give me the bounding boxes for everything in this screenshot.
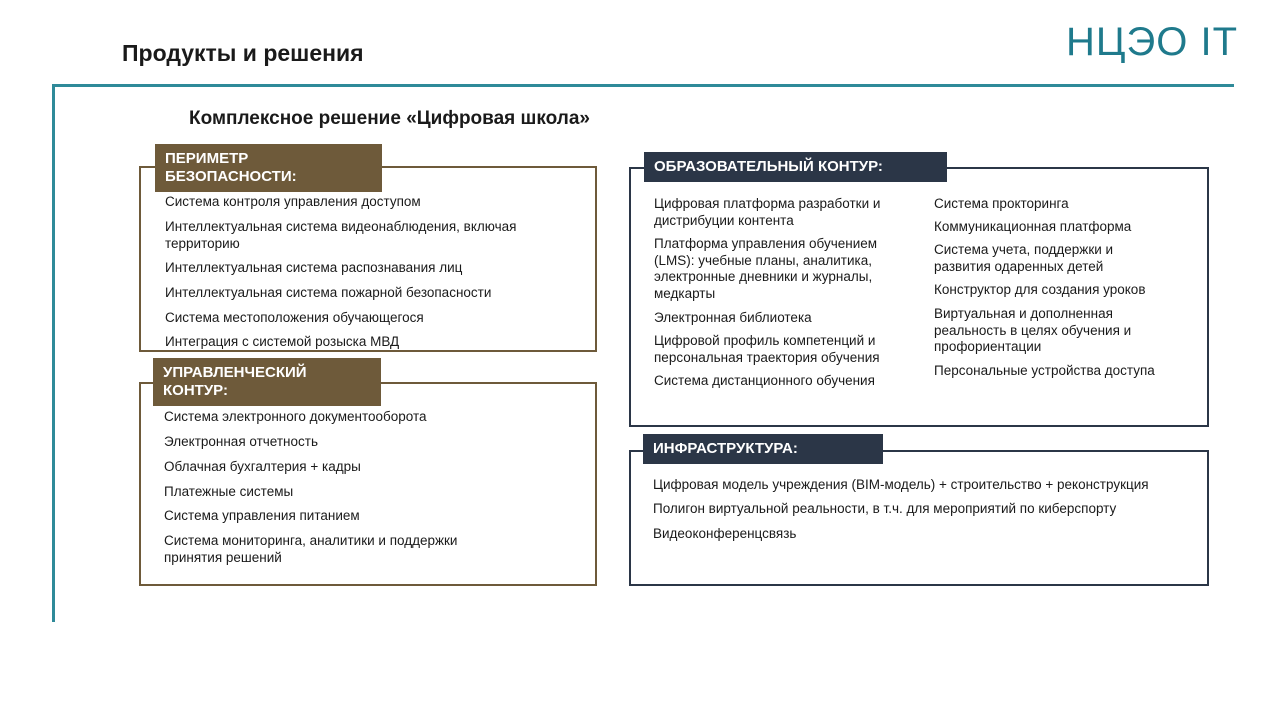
security-tab: ПЕРИМЕТР БЕЗОПАСНОСТИ: <box>155 144 382 192</box>
list-item: Система электронного документооборота <box>164 409 427 424</box>
list-item: Система мониторинга, аналитики и поддержки принятия решений <box>164 533 458 565</box>
list-item: Персональные устройства доступа <box>934 363 1155 378</box>
list-item: Интеграция с системой розыска МВД <box>165 334 400 349</box>
list-item: Конструктор для создания уроков <box>934 282 1146 297</box>
list-item: Система дистанционного обучения <box>654 373 875 388</box>
list-item: Интеллектуальная система видеонаблюдения, включая территорию <box>165 219 517 251</box>
logo: НЦЭО IT <box>1066 20 1238 64</box>
list-item: Электронная отчетность <box>164 434 318 449</box>
list-item: Цифровая платформа разработки и дистрибуции контента <box>654 196 881 228</box>
left-divider <box>52 84 55 622</box>
list-item: Облачная бухгалтерия + кадры <box>164 459 361 474</box>
header-divider <box>54 84 1234 87</box>
list-item: Электронная библиотека <box>654 310 812 325</box>
management-tab: УПРАВЛЕНЧЕСКИЙ КОНТУР: <box>153 358 381 406</box>
list-item: Платежные системы <box>164 484 294 499</box>
list-item: Интеллектуальная система пожарной безопасности <box>165 285 492 300</box>
list-item: Цифровая модель учреждения (BIM-модель) + строительство + реконструкция <box>653 477 1149 492</box>
list-item: Цифровой профиль компетенций и персональная траектория обучения <box>654 333 880 365</box>
list-item: Система контроля управления доступом <box>165 194 421 209</box>
list-item: Система учета, поддержки и развития одаренных детей <box>934 242 1114 274</box>
section-subtitle: Комплексное решение «Цифровая школа» <box>189 108 590 129</box>
list-item: Система местоположения обучающегося <box>165 310 424 325</box>
list-item: Система управления питанием <box>164 508 360 523</box>
list-item: Платформа управления обучением (LMS): учебные планы, аналитика, электронные дневники и журналы, медкарты <box>654 236 878 301</box>
list-item: Система прокторинга <box>934 196 1069 211</box>
list-item: Полигон виртуальной реальности, в т.ч. для мероприятий по киберспорту <box>653 501 1117 516</box>
list-item: Видеоконференцсвязь <box>653 526 797 541</box>
infrastructure-box <box>629 450 1209 586</box>
page-title: Продукты и решения <box>122 40 364 66</box>
list-item: Виртуальная и дополненная реальность в целях обучения и профориентации <box>934 306 1132 354</box>
infrastructure-tab: ИНФРАСТРУКТУРА: <box>643 434 883 464</box>
education-tab: ОБРАЗОВАТЕЛЬНЫЙ КОНТУР: <box>644 152 947 182</box>
list-item: Коммуникационная платформа <box>934 219 1132 234</box>
list-item: Интеллектуальная система распознавания лиц <box>165 260 463 275</box>
